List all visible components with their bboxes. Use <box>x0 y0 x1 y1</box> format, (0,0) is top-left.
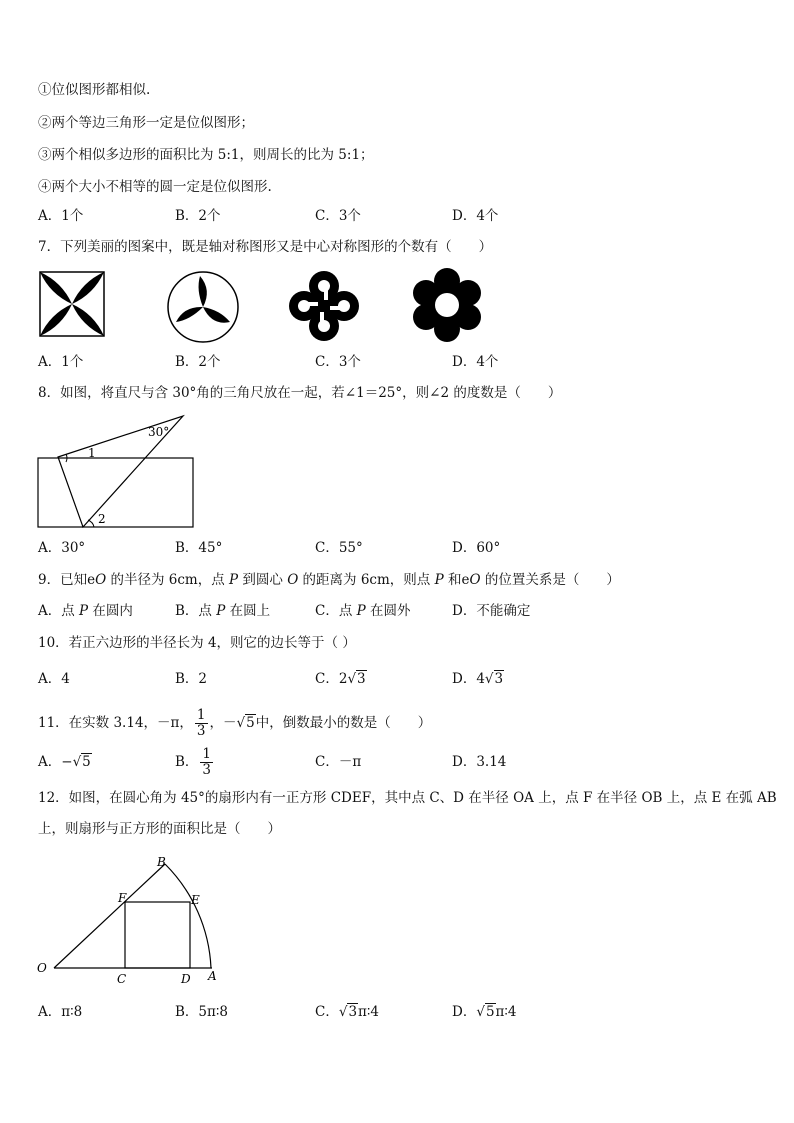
q11-option-a: A．−√5 <box>38 754 91 770</box>
q9-option-c: C．点 P 在圆外 <box>315 603 411 619</box>
q9-option-b: B．点 P 在圆上 <box>175 603 271 619</box>
label-F: F <box>118 891 127 905</box>
q7-figure-flower <box>410 268 484 342</box>
q12-figure-sector-square <box>34 852 224 992</box>
statement-1: ①位似图形都相似. <box>38 82 151 98</box>
q8-option-a: A．30° <box>38 540 86 556</box>
q7-stem: 7．下列美丽的图案中，既是轴对称图形又是中心对称图形的个数有（ ） <box>38 239 493 255</box>
q12-option-a: A．π∶8 <box>38 1004 83 1020</box>
q7-option-d: D．4个 <box>452 354 499 370</box>
label-E: E <box>191 893 200 907</box>
q7-option-b: B．2个 <box>175 354 221 370</box>
q10-option-c: C．2√3 <box>315 671 366 687</box>
q7-option-a: A．1个 <box>38 354 84 370</box>
q9-option-a: A．点 P 在圆内 <box>38 603 133 619</box>
label-C: C <box>117 972 127 986</box>
q9-stem: 9．已知eO 的半径为 6cm，点 P 到圆心 O 的距离为 6cm，则点 P 和eO 的位置关系是（ ） <box>38 572 620 588</box>
q9-option-d: D．不能确定 <box>452 603 531 619</box>
q12-option-b: B．5π∶8 <box>175 1004 228 1020</box>
q6-option-a: A．1个 <box>38 208 84 224</box>
q8-option-d: D．60° <box>452 540 501 556</box>
q10-option-a: A．4 <box>38 671 70 687</box>
q10-option-b: B．2 <box>175 671 208 687</box>
label-A: A <box>208 969 217 983</box>
q12-stem-line2: 上，则扇形与正方形的面积比是（ ） <box>38 821 281 837</box>
q10-option-d: D．4√3 <box>452 671 504 687</box>
q6-option-d: D．4个 <box>452 208 499 224</box>
statement-3: ③两个相似多边形的面积比为 5:1，则周长的比为 5:1； <box>38 147 374 163</box>
q8-figure-ruler-triangle <box>36 410 198 532</box>
angle-30-label: 30° <box>148 425 170 439</box>
q6-option-b: B．2个 <box>175 208 221 224</box>
q12-option-d: D．√5π∶4 <box>452 1004 517 1020</box>
q7-figure-swirl <box>286 268 362 344</box>
angle-2-label: 2 <box>98 512 106 526</box>
q8-option-b: B．45° <box>175 540 223 556</box>
statement-2: ②两个等边三角形一定是位似图形； <box>38 115 254 131</box>
q7-figure-square-leaves <box>38 270 106 338</box>
label-B: B <box>157 855 166 869</box>
q12-option-c: C．√3π∶4 <box>315 1004 380 1020</box>
angle-1-label: 1 <box>88 446 96 460</box>
q8-stem: 8．如图，将直尺与含 30°角的三角尺放在一起，若∠1＝25°，则∠2 的度数是（ ） <box>38 385 562 401</box>
statement-4: ④两个大小不相等的圆一定是位似图形. <box>38 179 272 195</box>
q11-option-b: B． $\frac{1}{3}$ <box>175 746 212 778</box>
label-D: D <box>181 972 191 986</box>
q11-option-c: C．－π <box>315 754 362 770</box>
q6-option-c: C．3个 <box>315 208 361 224</box>
label-O: O <box>37 961 47 975</box>
q11-option-d: D．3.14 <box>452 754 507 770</box>
q7-option-c: C．3个 <box>315 354 361 370</box>
q11-fraction: $\frac{1}{3}$ <box>196 707 206 739</box>
ruler <box>38 458 193 527</box>
q11-stem: 11．在实数 3.14，－π， $\frac{1}{3}$ ，－√5中，倒数最小的数是（ ） <box>38 707 432 739</box>
q12-stem-line1: 12．如图，在圆心角为 45°的扇形内有一正方形 CDEF，其中点 C、D 在半径 OA 上，点 F 在半径 OB 上，点 E 在弧 AB <box>38 790 777 806</box>
q8-option-c: C．55° <box>315 540 363 556</box>
q7-figure-circle-blades <box>166 270 240 344</box>
q10-stem: 10．若正六边形的半径长为 4，则它的边长等于（ ） <box>38 635 356 651</box>
